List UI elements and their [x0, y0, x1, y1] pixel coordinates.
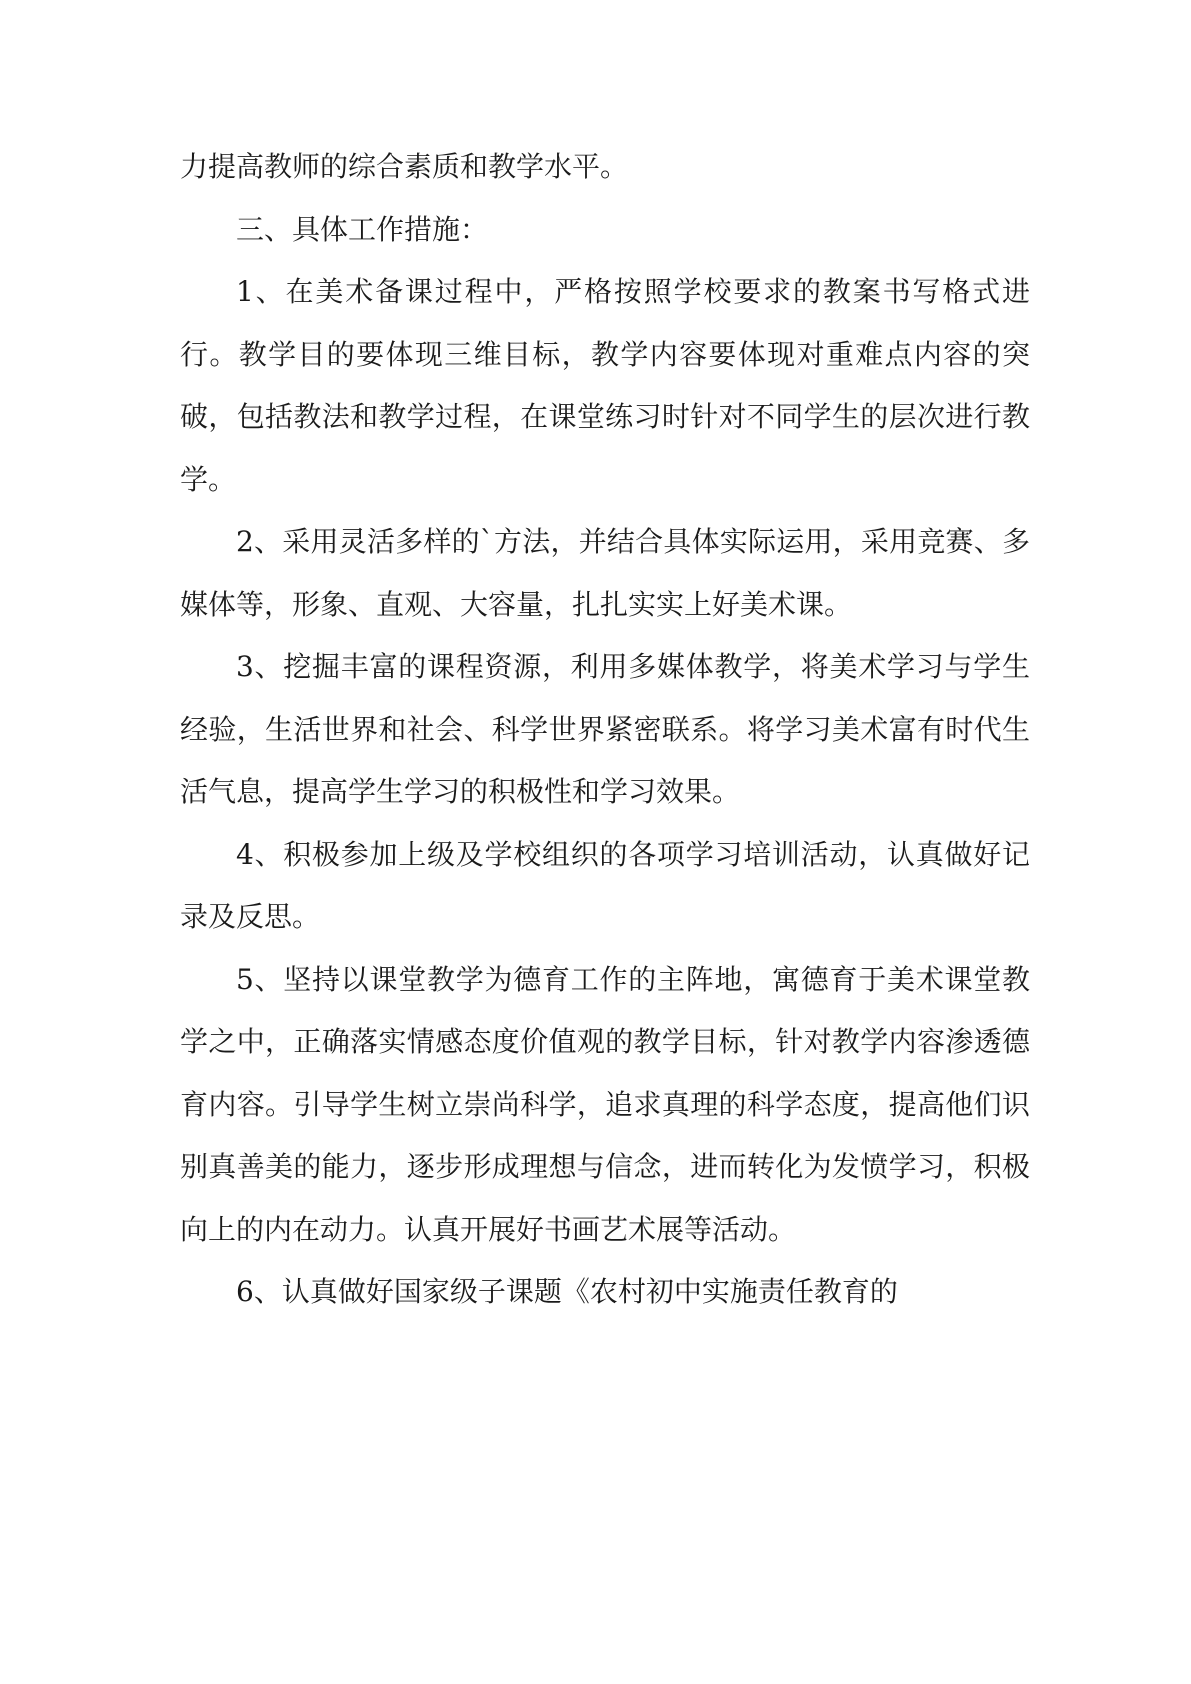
paragraph-item-2: 2、采用灵活多样的`方法，并结合具体实际运用，采用竞赛、多媒体等，形象、直观、大容量，扎扎实实上好美术课。: [180, 525, 1030, 621]
document-body: [180, 136, 1030, 1324]
paragraph-item-5: 5、坚持以课堂教学为德育工作的主阵地，寓德育于美术课堂教学之中，正确落实情感态度价值观的教学目标，针对教学内容渗透德育内容。引导学生树立崇尚科学，追求真理的科学态度，提高他们识别真善美的能力，逐步形成理想与信念，进而转化为发愤学习，积极向上的内在动力。认真开展好书画艺术展等活动。: [180, 962, 1030, 1246]
paragraph-continuation: 力提高教师的综合素质和教学水平。: [180, 150, 629, 183]
paragraph-item-4: 4、积极参加上级及学校组织的各项学习培训活动，认真做好记录及反思。: [180, 837, 1030, 933]
section-heading-measures: 三、具体工作措施：: [236, 212, 489, 246]
paragraph-item-6: 6、认真做好国家级子课题《农村初中实施责任教育的: [236, 1275, 898, 1308]
paragraph-item-3: 3、挖掘丰富的课程资源，利用多媒体教学，将美术学习与学生经验，生活世界和社会、科学世界紧密联系。将学习美术富有时代生活气息，提高学生学习的积极性和学习效果。: [180, 650, 1030, 808]
paragraph-item-1: 1、在美术备课过程中，严格按照学校要求的教案书写格式进行。教学目的要体现三维目标，教学内容要体现对重难点内容的突破，包括教法和教学过程，在课堂练习时针对不同学生的层次进行教学。: [180, 275, 1030, 496]
